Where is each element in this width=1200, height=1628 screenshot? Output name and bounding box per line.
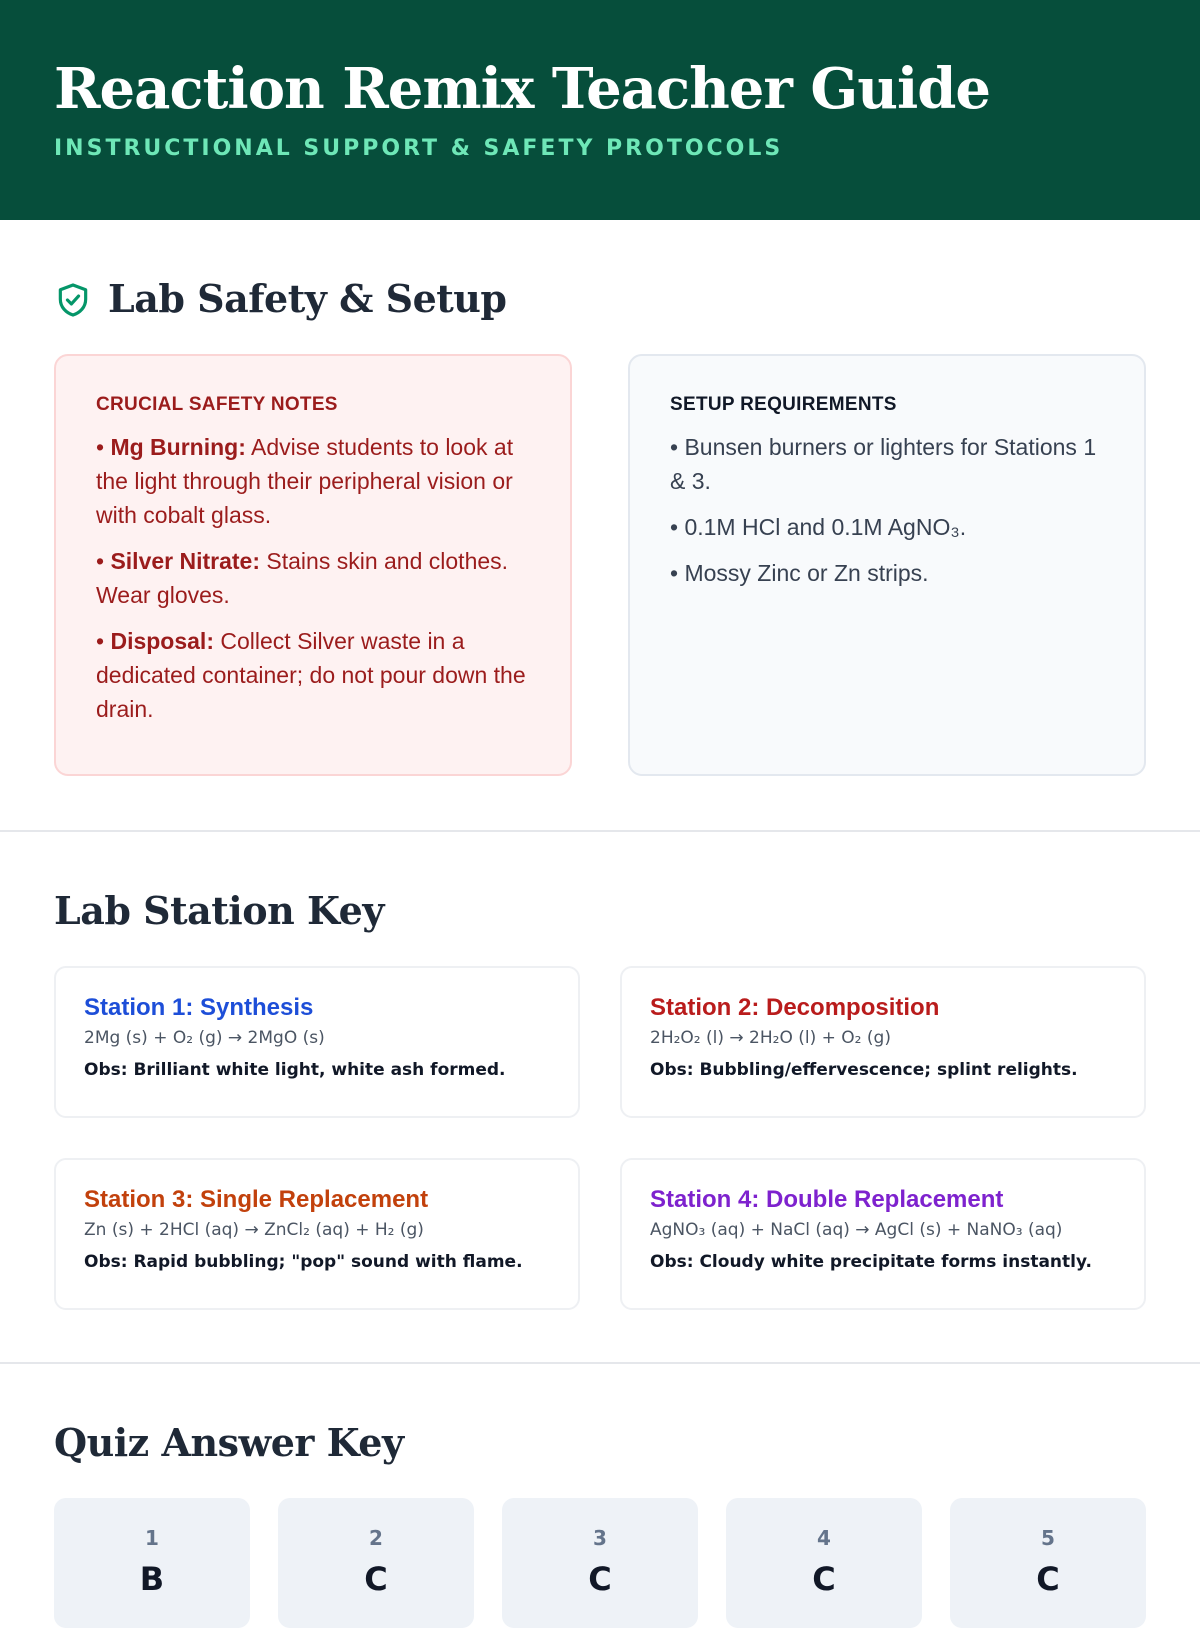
quiz-answer: B: [139, 1560, 165, 1598]
crucial-safety-heading: CRUCIAL SAFETY NOTES: [96, 394, 338, 415]
station-observation: Obs: Bubbling/effervescence; splint relights.: [650, 1060, 1078, 1080]
page-subtitle: INSTRUCTIONAL SUPPORT & SAFETY PROTOCOLS: [54, 136, 784, 161]
station-title: Station 4: Double Replacement: [650, 1186, 1004, 1213]
station-card: [620, 966, 1146, 1118]
safety-note: • Disposal: Collect Silver waste in a dedicated container; do not pour down the drain.: [96, 628, 526, 722]
quiz-question-number: 2: [369, 1526, 383, 1550]
station-title: Station 3: Single Replacement: [84, 1186, 429, 1213]
station-card: [620, 1158, 1146, 1310]
station-observation: Obs: Cloudy white precipitate forms instantly.: [650, 1252, 1092, 1272]
station-title: Station 1: Synthesis: [84, 994, 314, 1021]
quiz-answer-card: [54, 1498, 250, 1628]
safety-section-title: Lab Safety & Setup: [108, 276, 507, 321]
safety-note: • Mg Burning: Advise students to look at the light through their peripheral vision or with cobalt glass.: [96, 434, 514, 528]
quiz-answer: C: [364, 1560, 388, 1598]
quiz-answer-card: [726, 1498, 922, 1628]
section-divider: [0, 830, 1200, 832]
station-card: [54, 966, 580, 1118]
quiz-answer-card: [502, 1498, 698, 1628]
quiz-answer-card: [950, 1498, 1146, 1628]
quiz-answer: C: [812, 1560, 836, 1598]
station-equation: 2Mg (s) + O₂ (g) → 2MgO (s): [84, 1028, 325, 1048]
quiz-question-number: 5: [1041, 1526, 1055, 1550]
quiz-answer: C: [588, 1560, 612, 1598]
station-equation: 2H₂O₂ (l) → 2H₂O (l) + O₂ (g): [650, 1028, 891, 1048]
station-observation: Obs: Rapid bubbling; "pop" sound with flame.: [84, 1252, 523, 1272]
stations-section-title: Lab Station Key: [54, 888, 384, 933]
quiz-question-number: 3: [593, 1526, 607, 1550]
setup-item: • Bunsen burners or lighters for Stations 1 & 3.: [670, 434, 1097, 494]
setup-requirements-heading: SETUP REQUIREMENTS: [670, 394, 897, 415]
station-equation: Zn (s) + 2HCl (aq) → ZnCl₂ (aq) + H₂ (g): [84, 1220, 424, 1240]
station-observation: Obs: Brilliant white light, white ash formed.: [84, 1060, 506, 1080]
page-title: Reaction Remix Teacher Guide: [54, 56, 991, 122]
setup-item: • Mossy Zinc or Zn strips.: [670, 560, 929, 586]
quiz-answer: C: [1036, 1560, 1060, 1598]
station-equation: AgNO₃ (aq) + NaCl (aq) → AgCl (s) + NaNO₃ (aq): [650, 1220, 1063, 1240]
station-title: Station 2: Decomposition: [650, 994, 940, 1021]
quiz-question-number: 1: [145, 1526, 159, 1550]
quiz-question-number: 4: [817, 1526, 831, 1550]
shield-check-icon: [54, 280, 92, 320]
crucial-safety-card: [54, 354, 572, 776]
station-card: [54, 1158, 580, 1310]
quiz-answer-card: [278, 1498, 474, 1628]
quiz-section-title: Quiz Answer Key: [54, 1420, 404, 1465]
section-divider: [0, 1362, 1200, 1364]
safety-note: • Silver Nitrate: Stains skin and clothes. Wear gloves.: [96, 548, 509, 608]
page-header: [0, 0, 1200, 220]
setup-item: • 0.1M HCl and 0.1M AgNO₃.: [670, 514, 967, 540]
setup-requirements-card: [628, 354, 1146, 776]
